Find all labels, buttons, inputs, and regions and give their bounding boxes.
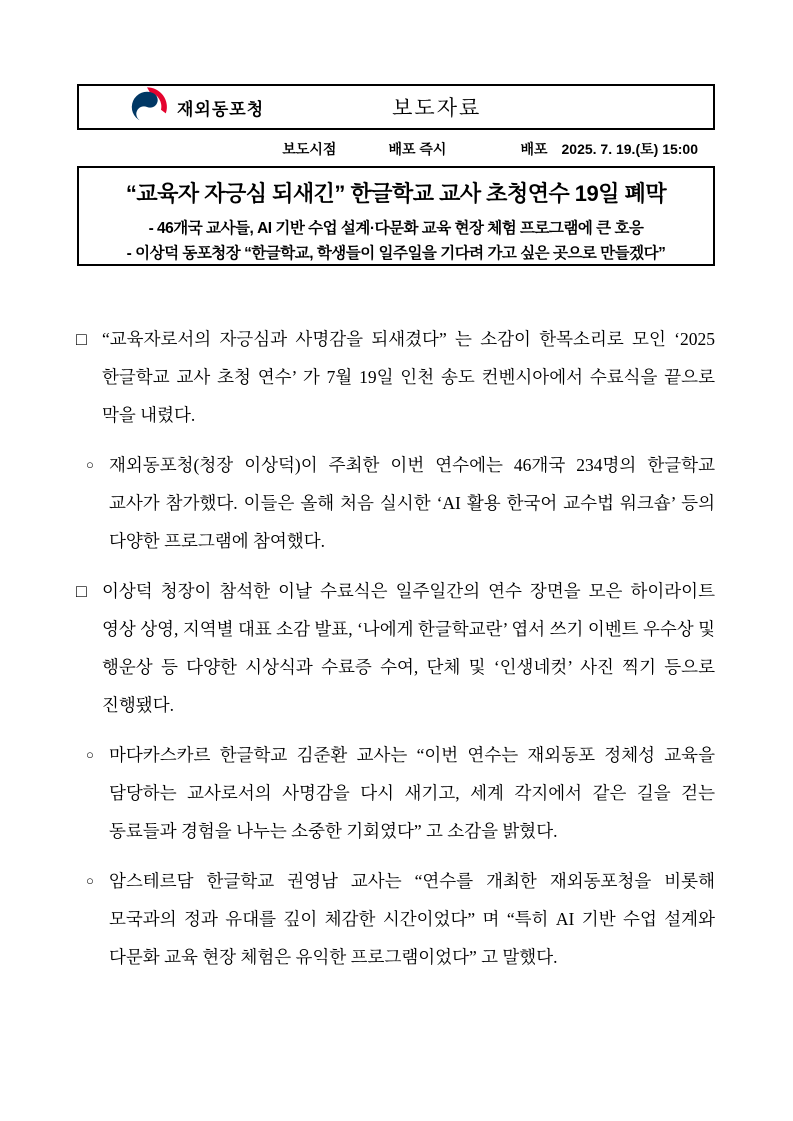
headline-title: “교육자 자긍심 되새긴” 한글학교 교사 초청연수 19일 폐막 (125, 181, 667, 206)
taegeuk-government-emblem-icon (127, 87, 167, 127)
release-info-row (77, 139, 698, 159)
paragraph-3 (76, 572, 715, 724)
release-time-label: 보도시점 (282, 141, 337, 157)
document-body (76, 320, 715, 988)
paragraph-3-text: 이상덕 청장이 참석한 이날 수료식은 일주일간의 연수 장면을 모은 하이라이트 영상 상영, 지역별 대표 소감 발표, ‘나에게 한글학교란’ 엽서 쓰기 이벤트 우수상 및 행운상 등 다양한 시상식과 수료증 수여, 단체 및 ‘인생네컷’ 사진 찍기 등으로 진행됐다. (102, 581, 715, 715)
square-bullet-icon: □ (76, 329, 87, 349)
paragraph-4-text: 마다카스카르 한글학교 김준환 교사는 “이번 연수는 재외동포 정체성 교육을 담당하는 교사로서의 사명감을 다시 새기고, 세계 각지에서 같은 길을 걷는 동료들과 경험을 나누는 소중한 기회였다” 고 소감을 밝혔다. (109, 745, 715, 841)
doc-type-title: 보도자료 (392, 96, 482, 120)
agency-name: 재외동포청 (177, 99, 265, 119)
headline-subtitle-1: - 46개국 교사들, AI 기반 수업 설계·다문화 교육 현장 체험 프로그램에 큰 호응 (148, 220, 644, 237)
paragraph-2-text: 재외동포청(청장 이상덕)이 주최한 이번 연수에는 46개국 234명의 한글학교 교사가 참가했다. 이들은 올해 처음 실시한 ‘AI 활용 한국어 교수법 워크숍’ 등의 다양한 프로그램에 참여했다. (109, 455, 715, 551)
headline-box (77, 166, 715, 266)
paragraph-5 (86, 862, 715, 976)
paragraph-4 (86, 736, 715, 850)
circle-bullet-icon: ○ (86, 873, 94, 888)
release-time-value: 배포 즉시 (388, 141, 447, 157)
headline-subtitle-2: - 이상덕 동포청장 “한글학교, 학생들이 일주일을 기다려 가고 싶은 곳으로 만들겠다” (126, 245, 666, 262)
square-bullet-icon: □ (76, 581, 87, 601)
circle-bullet-icon: ○ (86, 747, 94, 762)
distribution-label: 배포 (520, 141, 548, 157)
paragraph-1-text: “교육자로서의 자긍심과 사명감을 되새겼다” 는 소감이 한목소리로 모인 ‘2025 한글학교 교사 초청 연수’ 가 7월 19일 인천 송도 컨벤시아에서 수료식을 끝으로 막을 내렸다. (102, 329, 715, 425)
paragraph-2 (86, 446, 715, 560)
distribution-datetime: 2025. 7. 19.(토) 15:00 (561, 141, 698, 157)
paragraph-1 (76, 320, 715, 434)
paragraph-5-text: 암스테르담 한글학교 권영남 교사는 “연수를 개최한 재외동포청을 비롯해 모국과의 정과 유대를 깊이 체감한 시간이었다” 며 “특히 AI 기반 수업 설계와 다문화 교육 현장 체험은 유익한 프로그램이었다” 고 말했다. (109, 871, 715, 967)
header-box (77, 84, 715, 130)
circle-bullet-icon: ○ (86, 457, 94, 472)
